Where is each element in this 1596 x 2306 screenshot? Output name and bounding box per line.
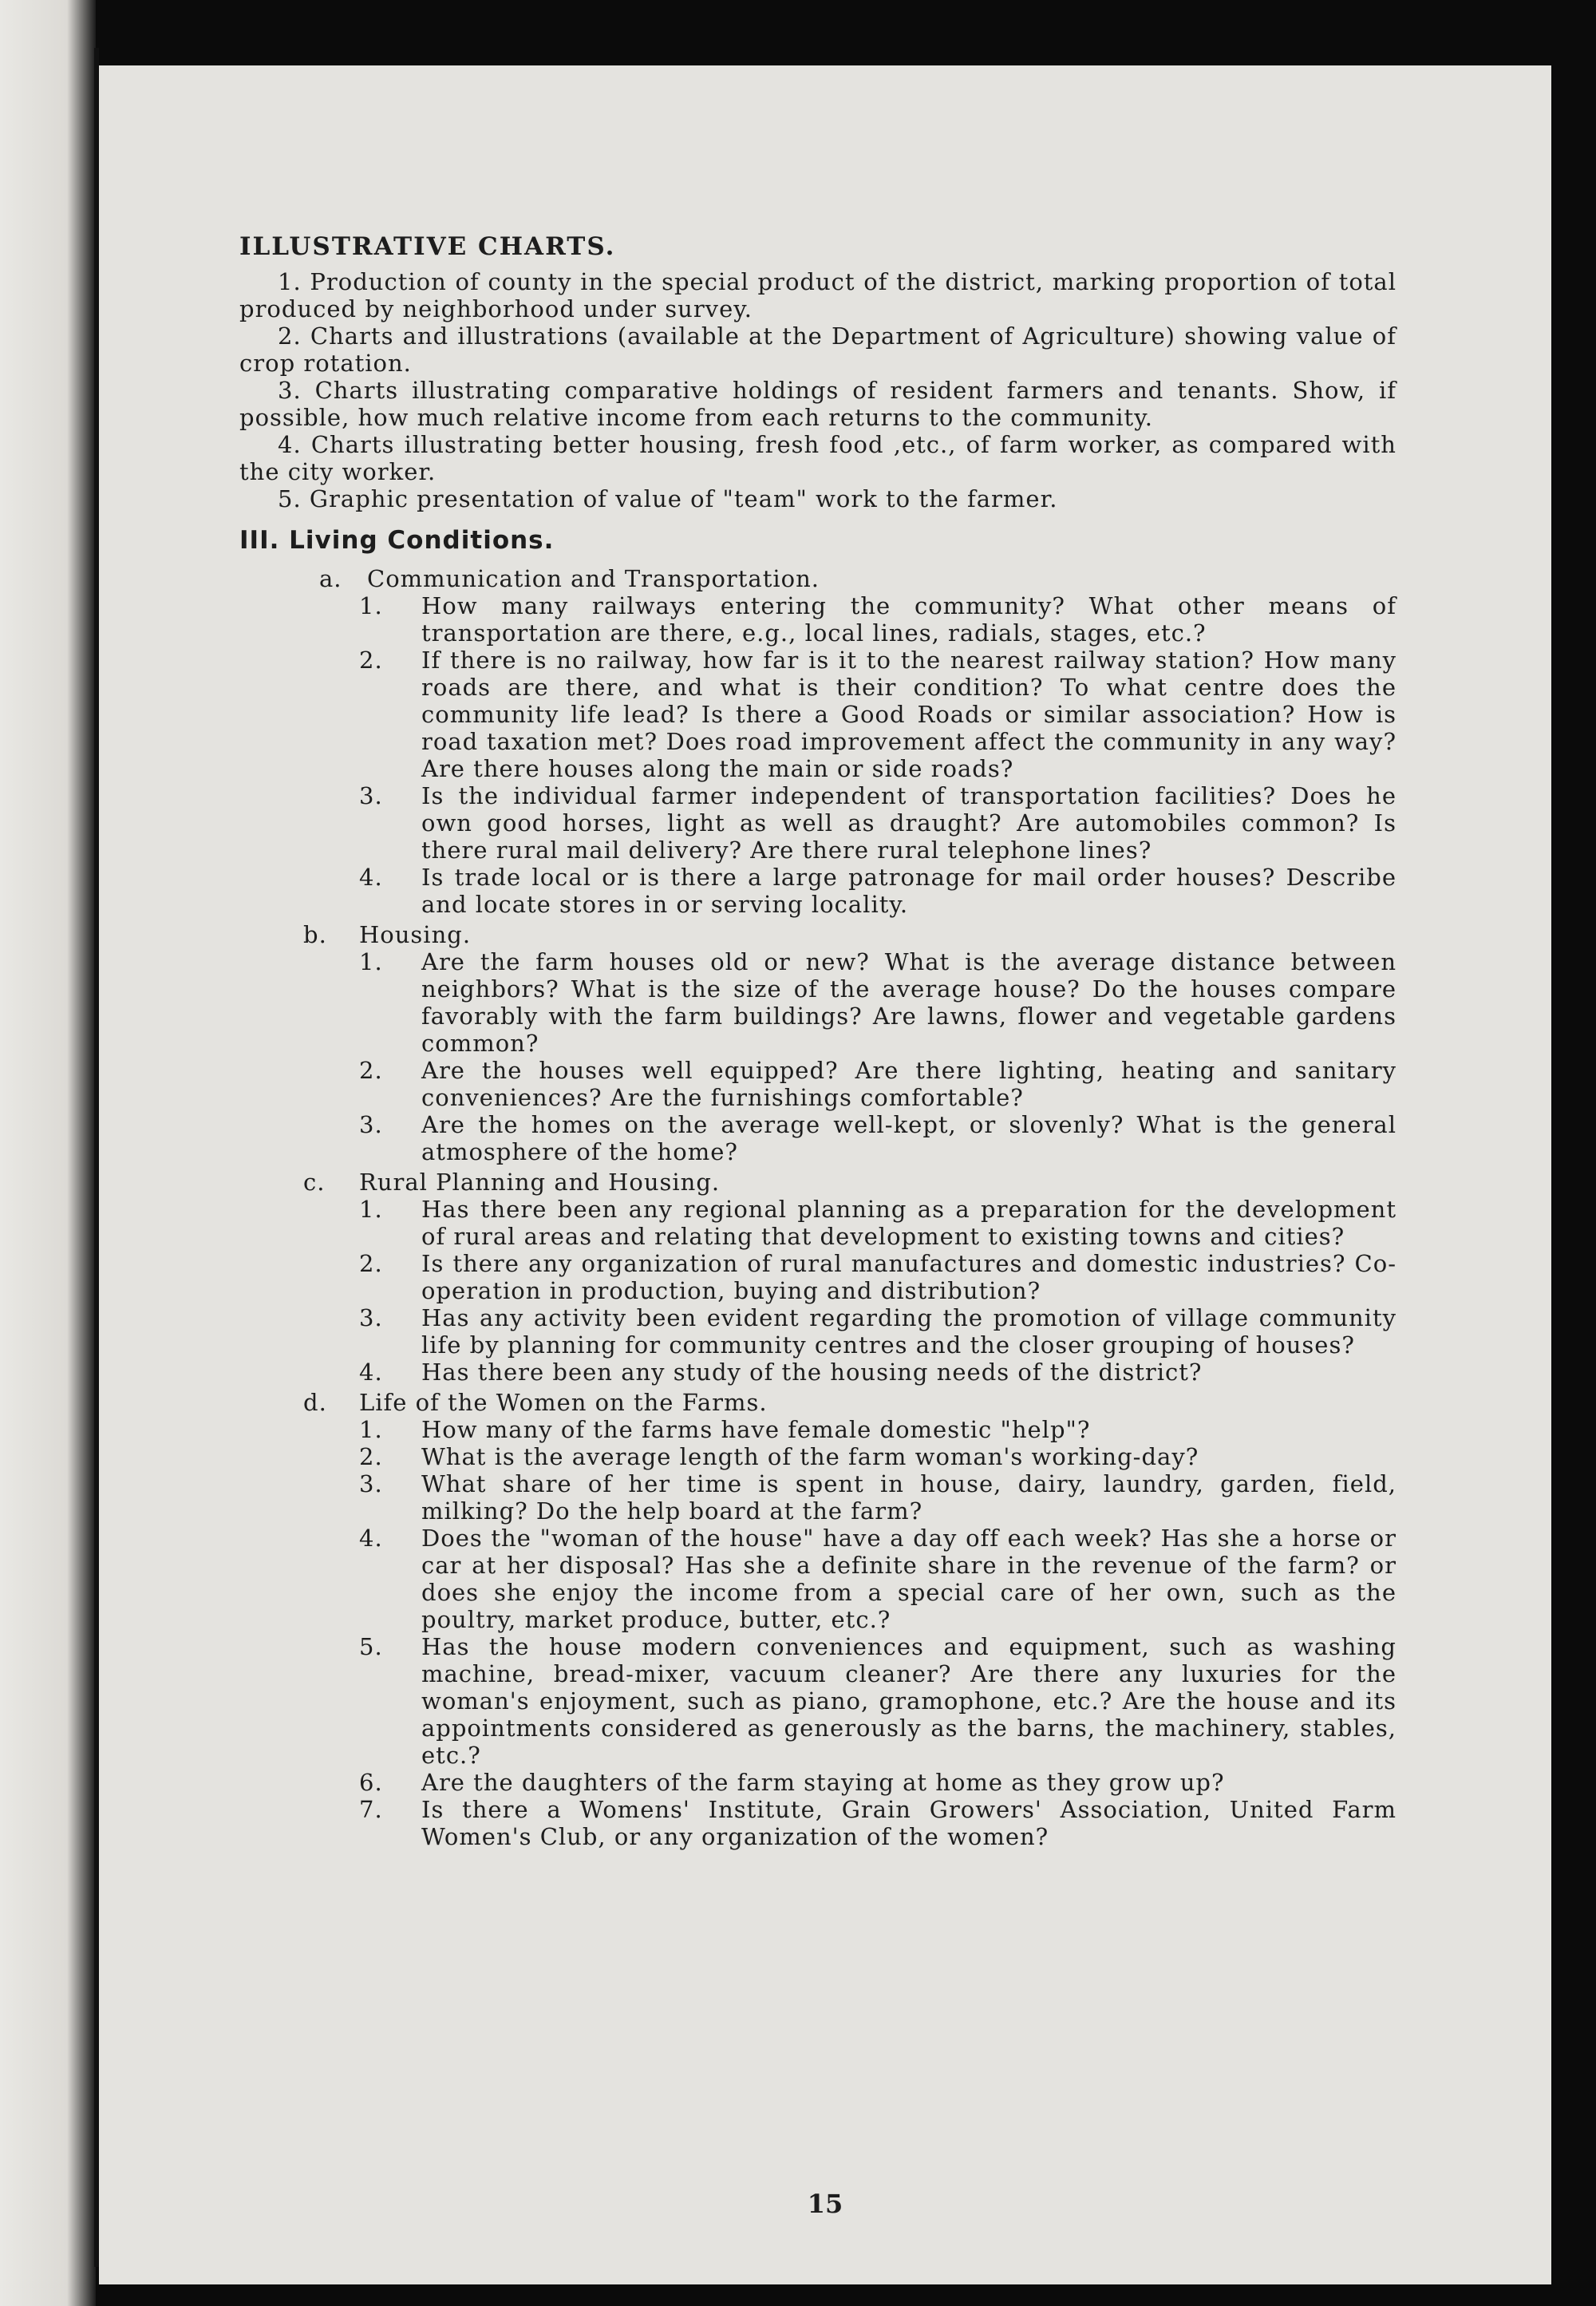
question-number: 2.	[359, 647, 383, 674]
question-text: Is there any organization of rural manufactures and domestic industries? Co-operation in production, buying and distribution?	[421, 1250, 1396, 1304]
question-number: 2.	[359, 1443, 383, 1470]
question-number: 2.	[359, 1250, 383, 1277]
subsection-heading	[239, 1389, 1396, 1416]
binding-edge	[0, 0, 96, 2306]
question-number: 2.	[359, 1057, 383, 1084]
question-item	[239, 948, 1396, 1057]
question-item	[239, 1359, 1396, 1386]
chart-item: 5. Graphic presentation of value of "team" work to the farmer.	[278, 485, 1058, 512]
page-number: 15	[807, 2189, 843, 2219]
subsection-title: Life of the Women on the Farms.	[359, 1389, 768, 1416]
question-text: What is the average length of the farm woman's working-day?	[421, 1443, 1199, 1470]
subsection-heading	[239, 921, 1396, 948]
chart-item: 2. Charts and illustrations (available at the Department of Agriculture) showing value of crop rotation.	[239, 322, 1396, 377]
question-number: 3.	[359, 1111, 383, 1138]
subsection-title: Communication and Transportation.	[367, 565, 820, 592]
question-item	[239, 1416, 1396, 1443]
question-text: Are the farm houses old or new? What is the average distance between neighbors? What is the size of the average house? Do the houses compare favorably with the farm buildings? Are lawns, flower and vegetable gardens common?	[421, 948, 1396, 1057]
question-item	[239, 1796, 1396, 1850]
question-item	[239, 1111, 1396, 1165]
question-number: 1.	[359, 1416, 383, 1443]
question-number: 1.	[359, 592, 383, 619]
question-text: If there is no railway, how far is it to the nearest railway station? How many roads are there, and what is their condition? To what centre does the community life lead? Is there a Good Roads or similar association? How is road taxation met? Does road improvement affect the community in any way? Are there houses along the main or side roads?	[421, 647, 1396, 782]
question-item	[239, 1470, 1396, 1525]
question-text: Are the daughters of the farm staying at home as they grow up?	[421, 1769, 1225, 1796]
question-number: 3.	[359, 1470, 383, 1497]
question-item	[239, 1525, 1396, 1633]
illustrative-charts-heading: ILLUSTRATIVE CHARTS.	[239, 232, 616, 261]
question-text: Does the "woman of the house" have a day off each week? Has she a horse or car at her disposal? Has she a definite share in the revenue of the farm? or does she enjoy the income from a special care of her own, such as the poultry, market produce, butter, etc.?	[421, 1525, 1396, 1633]
question-number: 4.	[359, 1359, 383, 1386]
subsection-heading	[239, 1169, 1396, 1196]
question-item	[239, 1196, 1396, 1250]
subsection-title: Rural Planning and Housing.	[359, 1169, 721, 1196]
question-text: Is the individual farmer independent of transportation facilities? Does he own good horses, light as well as draught? Are automobiles common? Is there rural mail delivery? Are there rural telephone lines?	[421, 782, 1396, 864]
question-text: Has there been any regional planning as a preparation for the development of rural areas and relating that development to existing towns and cities?	[421, 1196, 1396, 1250]
subsection-letter: b.	[303, 921, 327, 948]
question-text: Are the houses well equipped? Are there lighting, heating and sanitary conveniences? Are the furnishings comfortable?	[421, 1057, 1396, 1111]
question-number: 6.	[359, 1769, 383, 1796]
question-text: Is there a Womens' Institute, Grain Growers' Association, United Farm Women's Club, or any organization of the women?	[421, 1796, 1396, 1850]
question-text: Has the house modern conveniences and equipment, such as washing machine, bread-mixer, vacuum cleaner? Are there any luxuries for the woman's enjoyment, such as piano, gramophone, etc.? Are the house and its appointments considered as generously as the barns, the machinery, stables, etc.?	[421, 1633, 1396, 1769]
section-title: III. Living Conditions.	[239, 526, 555, 555]
subsection-letter: a.	[319, 565, 342, 592]
question-item	[239, 1304, 1396, 1359]
question-number: 4.	[359, 864, 383, 891]
question-number: 1.	[359, 948, 383, 975]
question-item	[239, 1769, 1396, 1796]
question-text: How many of the farms have female domestic "help"?	[421, 1416, 1091, 1443]
question-number: 3.	[359, 1304, 383, 1331]
subsection-heading	[239, 565, 1396, 592]
chart-item: 1. Production of county in the special product of the district, marking proportion of total produced by neighborhood under survey.	[239, 268, 1396, 322]
subsection-letter: d.	[303, 1389, 327, 1416]
question-item	[239, 1250, 1396, 1304]
question-number: 4.	[359, 1525, 383, 1552]
question-text: Is trade local or is there a large patronage for mail order houses? Describe and locate stores in or serving locality.	[421, 864, 1396, 918]
question-item	[239, 1057, 1396, 1111]
subsection-letter: c.	[303, 1169, 326, 1196]
document-page	[99, 65, 1551, 2284]
question-text: Has there been any study of the housing needs of the district?	[421, 1359, 1203, 1386]
question-number: 7.	[359, 1796, 383, 1823]
question-item	[239, 592, 1396, 647]
chart-item: 4. Charts illustrating better housing, fresh food ,etc., of farm worker, as compared with the city worker.	[239, 431, 1396, 485]
subsection-title: Housing.	[359, 921, 472, 948]
question-item	[239, 1633, 1396, 1769]
chart-item: 3. Charts illustrating comparative holdings of resident farmers and tenants. Show, if possible, how much relative income from each returns to the community.	[239, 377, 1396, 431]
question-item	[239, 864, 1396, 918]
question-text: How many railways entering the community? What other means of transportation are there, e.g., local lines, radials, stages, etc.?	[421, 592, 1396, 647]
question-number: 1.	[359, 1196, 383, 1223]
question-item	[239, 782, 1396, 864]
question-number: 5.	[359, 1633, 383, 1660]
page-content	[239, 233, 1396, 1850]
question-text: Has any activity been evident regarding the promotion of village community life by planning for community centres and the closer grouping of houses?	[421, 1304, 1396, 1359]
question-item	[239, 1443, 1396, 1470]
question-text: Are the homes on the average well-kept, or slovenly? What is the general atmosphere of the home?	[421, 1111, 1396, 1165]
question-item	[239, 647, 1396, 782]
question-number: 3.	[359, 782, 383, 809]
question-text: What share of her time is spent in house, dairy, laundry, garden, field, milking? Do the help board at the farm?	[421, 1470, 1396, 1525]
